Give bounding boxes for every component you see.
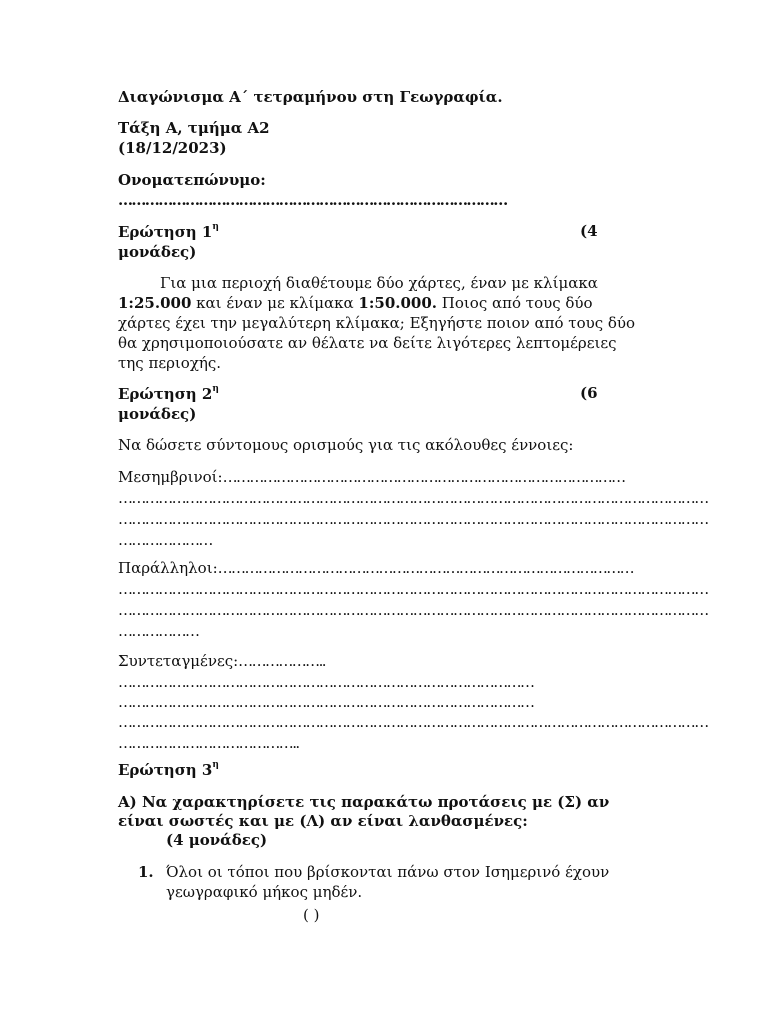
- q2-heading: Ερώτηση $2^\eta$: [118, 384, 219, 403]
- q3-heading: Ερώτηση $3^\eta$: [118, 760, 219, 779]
- answer-line[interactable]: ……………………………………………………………………………………………………………………: [118, 580, 708, 598]
- q1-points-close: μονάδες): [118, 243, 197, 261]
- answer-line[interactable]: …………………………………………………………………………………: [118, 673, 534, 691]
- answer-line[interactable]: ……………………………………………………………………………………………………………………: [118, 489, 708, 507]
- answer-line[interactable]: ……………………………………………………………………………………………………………………: [118, 601, 708, 619]
- q3-item-1: 1. Όλοι οι τόποι που βρίσκονται πάνω στον Ισημερινό έχουν: [138, 863, 610, 881]
- q2-points-close: μονάδες): [118, 405, 197, 423]
- answer-line[interactable]: ……………………………………………………………………………………………………………………: [118, 510, 708, 528]
- exam-date: (18/12/2023): [118, 139, 227, 157]
- q2-points-open: (6: [580, 384, 598, 402]
- q3-part-a-points: (4 μονάδες): [166, 831, 268, 849]
- q3-part-a-line1: Α) Να χαρακτηρίσετε τις παρακάτω προτάσεις με (Σ) αν: [118, 793, 610, 811]
- q3-item-1-line2: γεωγραφικό μήκος μηδέν.: [166, 883, 363, 901]
- term-meridians: Μεσημβρινοί:………………………………………………………………………………: [118, 468, 625, 486]
- answer-line[interactable]: ……………………………………………………………………………………………………………………: [118, 713, 708, 731]
- q2-instruction: Να δώσετε σύντομους ορισμούς για τις ακόλουθες έννοιες:: [118, 436, 574, 454]
- q1-points-open: (4: [580, 222, 598, 240]
- term-coordinates: Συντεταγμένες:………………..: [118, 652, 325, 670]
- exam-title: Διαγώνισμα Α΄ τετραμήνου στη Γεωγραφία.: [118, 88, 503, 106]
- q3-item-1-answer-box[interactable]: ( ): [303, 906, 320, 924]
- answer-line[interactable]: ………………: [118, 622, 199, 640]
- answer-line[interactable]: …………………………………………………………………………………: [118, 693, 534, 711]
- name-label: Ονοματεπώνυμο:: [118, 171, 266, 189]
- answer-line[interactable]: …………………: [118, 531, 212, 549]
- q1-heading: Ερώτηση $1^\eta$: [118, 222, 219, 241]
- q3-part-a-line2: είναι σωστές και με (Λ) αν είναι λανθασμένες:: [118, 812, 528, 830]
- term-parallels: Παράλληλοι:…………………………………………………………………………………: [118, 559, 634, 577]
- answer-line[interactable]: …………………………………..: [118, 734, 299, 752]
- q1-text: Για μια περιοχή διαθέτουμε δύο χάρτες, έναν με κλίμακα 1:25.000 και έναν με κλίμακα 1:50.000. Ποιος από τους δύο χάρτες έχει την μεγαλύτερη κλίμακα; Εξηγήστε ποιον από τους δύο θα χρησιμοποιούσατε αν θέλατε να δείτε λιγότερες λεπτομέρειες της περιοχής.: [118, 274, 636, 372]
- class-line: Τάξη Α, τμήμα Α2: [118, 119, 270, 137]
- name-line: ……………………………………………………………………………: [118, 191, 507, 209]
